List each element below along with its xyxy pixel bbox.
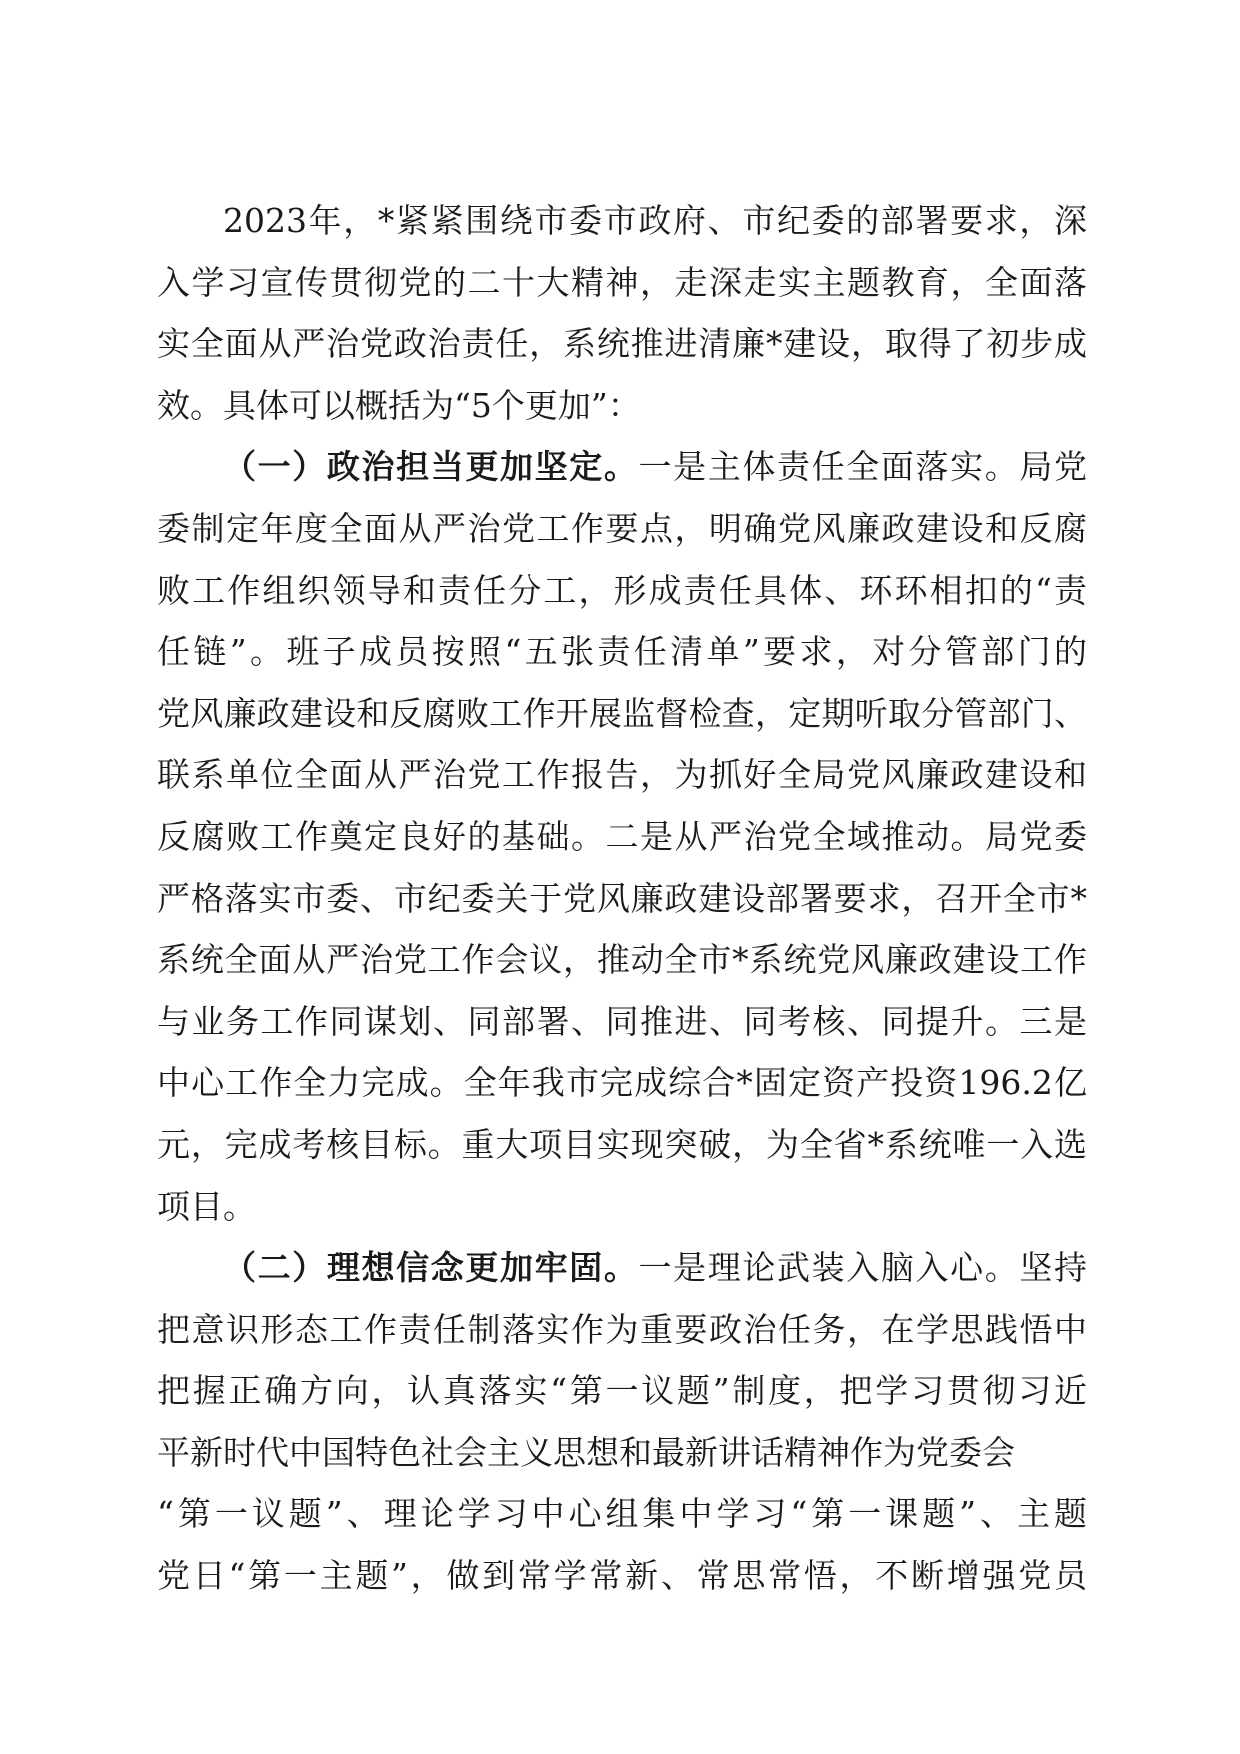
document-body — [157, 190, 1087, 1607]
paragraph-1-line-4: 效。具体可以概括为“5个更加”： — [157, 385, 641, 425]
paragraph-2-line-5: 党风廉政建设和反腐败工作开展监督检查，定期听取分管部门、 — [157, 693, 1087, 733]
paragraph-2-line-4: 任链”。班子成员按照“五张责任清单”要求，对分管部门的 — [157, 632, 1087, 672]
section-heading-2: （二）理想信念更加牢固。 — [223, 1248, 639, 1288]
paragraph-3-line-1 — [157, 1237, 1087, 1299]
paragraph-2-line-2: 委制定年度全面从严治党工作要点，明确党风廉政建设和反腐 — [157, 508, 1087, 548]
paragraph-2-line-7: 反腐败工作奠定良好的基础。二是从严治党全域推动。局党委 — [157, 816, 1087, 856]
paragraph-2-line-1 — [157, 436, 1087, 498]
paragraph-3-line-4: 平新时代中国特色社会主义思想和最新讲话精神作为党委会 — [157, 1432, 1015, 1472]
paragraph-2-line-11: 中心工作全力完成。全年我市完成综合*固定资产投资196.2亿 — [157, 1063, 1087, 1103]
paragraph-3-line-3: 把握正确方向，认真落实“第一议题”制度，把学习贯彻习近 — [157, 1371, 1087, 1411]
paragraph-3-line-2: 把意识形态工作责任制落实作为重要政治任务，在学思践悟中 — [157, 1309, 1087, 1349]
paragraph-2-line-8: 严格落实市委、市纪委关于党风廉政建设部署要求，召开全市* — [157, 878, 1087, 918]
paragraph-2-line-6: 联系单位全面从严治党工作报告，为抓好全局党风廉政建设和 — [157, 755, 1087, 795]
section-heading-1: （一）政治担当更加坚定。 — [223, 447, 639, 487]
paragraph-1-line-2: 入学习宣传贯彻党的二十大精神，走深走实主题教育，全面落 — [157, 262, 1087, 302]
paragraph-2-line-3: 败工作组织领导和责任分工，形成责任具体、环环相扣的“责 — [157, 570, 1087, 610]
paragraph-2-line-13: 项目。 — [157, 1186, 256, 1226]
paragraph-2-line-9: 系统全面从严治党工作会议，推动全市*系统党风廉政建设工作 — [157, 940, 1087, 980]
paragraph-2-line-12: 元，完成考核目标。重大项目实现突破，为全省*系统唯一入选 — [157, 1124, 1087, 1164]
paragraph-1-line-1: 2023年，*紧紧围绕市委市政府、市纪委的部署要求，深 — [223, 201, 1087, 240]
paragraph-2-line-10: 与业务工作同谋划、同部署、同推进、同考核、同提升。三是 — [157, 1001, 1087, 1041]
paragraph-3-line-6: 党日“第一主题”，做到常学常新、常思常悟，不断增强党员 — [157, 1556, 1087, 1596]
paragraph-1-line-3: 实全面从严治党政治责任，系统推进清廉*建设，取得了初步成 — [157, 324, 1087, 364]
paragraph-3-first-line-text: 一是理论武装入脑入心。坚持 — [638, 1248, 1087, 1288]
paragraph-3-line-5: “第一议题”、理论学习中心组集中学习“第一课题”、主题 — [157, 1494, 1087, 1534]
paragraph-2-first-line-text: 一是主体责任全面落实。局党 — [638, 447, 1087, 487]
